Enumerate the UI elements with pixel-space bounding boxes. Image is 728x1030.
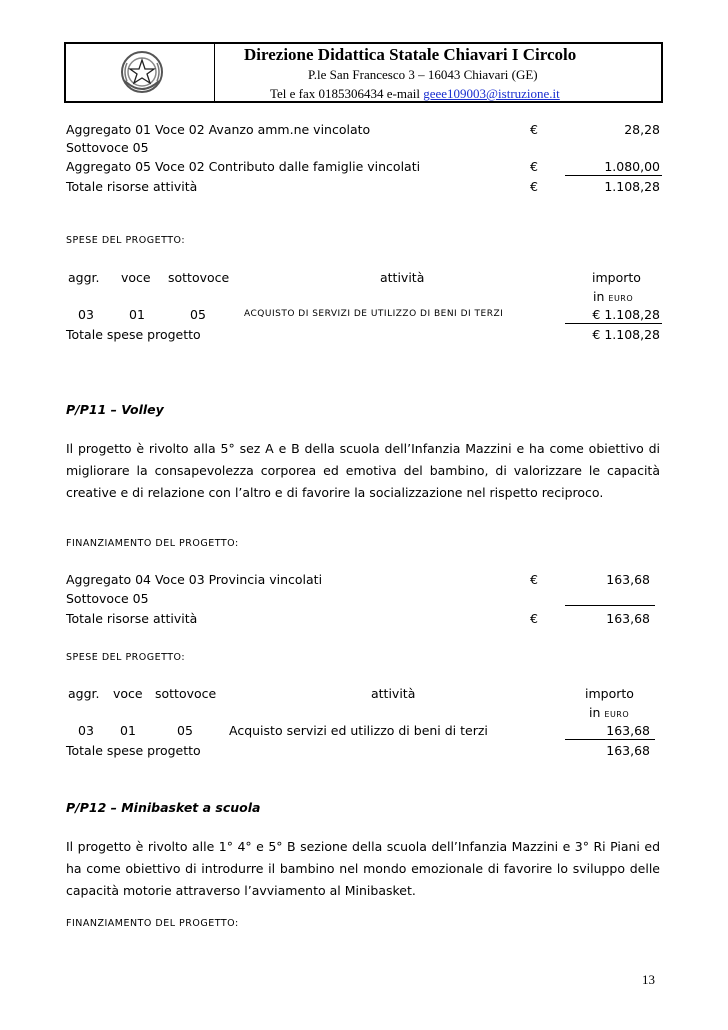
s2-col-in-euro: in EURO bbox=[589, 705, 630, 720]
s2-totale-spese-value: 163,68 bbox=[606, 743, 650, 758]
s2-finanziamento-label: FINANZIAMENTO DEL PROGETTO: bbox=[66, 538, 239, 549]
s1-row-1-amount: 28,28 bbox=[624, 122, 660, 137]
letterhead-contact: Tel e fax 0185306434 e-mail geee109003@istruzione.it bbox=[270, 86, 560, 101]
s2-totale-spese-label: Totale spese progetto bbox=[66, 743, 201, 758]
s2-col-aggr: aggr. bbox=[68, 686, 100, 701]
s1-item-aggr: 03 bbox=[78, 307, 94, 322]
s2-sum-rule bbox=[565, 605, 655, 606]
s2-row-1-amount: 163,68 bbox=[606, 572, 650, 587]
s3-paragraph: Il progetto è rivolto alle 1° 4° e 5° B sezione della scuola dell’Infanzia Mazzini e 3° Ri Piani ed ha come obiettivo di introdurre il bambino nel mondo emozionale di favorire lo sviluppo delle capacità motorie attraverso l’avviamento al Minibasket. bbox=[66, 839, 660, 898]
s1-totale-spese-label: Totale spese progetto bbox=[66, 327, 201, 342]
s1-col-sottovoce: sottovoce bbox=[168, 270, 230, 285]
s2-item-rule bbox=[565, 739, 655, 740]
s1-row-2-label: Sottovoce 05 bbox=[66, 140, 149, 155]
s2-paragraph: Il progetto è rivolto alla 5° sez A e B della scuola dell’Infanzia Mazzini e ha come obiettivo di migliorare la consapevolezza corporea ed emotiva del bambino, di valorizzare le capacità creative e di relazione con l’altro e di favorire la socializzazione nel rispetto reciproco. bbox=[66, 441, 660, 500]
s2-total-currency: € bbox=[530, 611, 538, 626]
s1-sum-rule bbox=[565, 175, 662, 176]
s3-heading: P/P12 – Minibasket a scuola bbox=[66, 800, 261, 815]
s1-row-3-currency: € bbox=[530, 159, 538, 174]
letterhead-title: Direzione Didattica Statale Chiavari I Circolo bbox=[244, 45, 577, 64]
s2-item-aggr: 03 bbox=[78, 723, 94, 738]
s2-row-1-currency: € bbox=[530, 572, 538, 587]
s1-col-importo: importo bbox=[592, 270, 641, 285]
s1-item-attivita: ACQUISTO DI SERVIZI DE UTILIZZO DI BENI DI TERZI bbox=[244, 309, 504, 319]
s1-row-3-label: Aggregato 05 Voce 02 Contributo dalle famiglie vincolati bbox=[66, 159, 421, 174]
s2-row-1-label: Aggregato 04 Voce 03 Provincia vincolati bbox=[66, 572, 323, 587]
s1-col-voce: voce bbox=[121, 270, 151, 285]
s1-col-in-euro: in EURO bbox=[593, 289, 634, 304]
s1-totale-spese-value: € 1.108,28 bbox=[592, 327, 660, 342]
page-number: 13 bbox=[642, 972, 655, 987]
s2-col-importo: importo bbox=[585, 686, 634, 701]
s1-row-3-amount: 1.080,00 bbox=[604, 159, 660, 174]
s1-item-voce: 01 bbox=[129, 307, 145, 322]
s1-item-rule bbox=[565, 323, 662, 324]
s2-item-importo: 163,68 bbox=[606, 723, 650, 738]
s1-item-importo: € 1.108,28 bbox=[592, 307, 660, 322]
s1-col-attivita: attività bbox=[380, 270, 425, 285]
s1-total-label: Totale risorse attività bbox=[66, 179, 198, 194]
s2-col-attivita: attività bbox=[371, 686, 416, 701]
letterhead-divider bbox=[214, 42, 215, 103]
republic-emblem-icon bbox=[117, 47, 167, 97]
email-link[interactable]: geee109003@istruzione.it bbox=[423, 86, 560, 101]
s1-row-1-currency: € bbox=[530, 122, 538, 137]
s2-item-attivita: Acquisto servizi ed utilizzo di beni di terzi bbox=[229, 723, 488, 738]
s2-total-amount: 163,68 bbox=[606, 611, 650, 626]
s2-item-voce: 01 bbox=[120, 723, 136, 738]
s2-item-sottovoce: 05 bbox=[177, 723, 193, 738]
s1-col-aggr: aggr. bbox=[68, 270, 100, 285]
s1-spese-label: SPESE DEL PROGETTO: bbox=[66, 235, 186, 246]
s1-total-currency: € bbox=[530, 179, 538, 194]
s2-col-voce: voce bbox=[113, 686, 143, 701]
s2-spese-label: SPESE DEL PROGETTO: bbox=[66, 652, 186, 663]
s2-row-2-label: Sottovoce 05 bbox=[66, 591, 149, 606]
s1-row-1-label: Aggregato 01 Voce 02 Avanzo amm.ne vincolato bbox=[66, 122, 371, 137]
s2-col-sottovoce: sottovoce bbox=[155, 686, 217, 701]
s1-item-sottovoce: 05 bbox=[190, 307, 206, 322]
s2-total-label: Totale risorse attività bbox=[66, 611, 198, 626]
s2-heading: P/P11 – Volley bbox=[66, 402, 164, 417]
s1-total-amount: 1.108,28 bbox=[604, 179, 660, 194]
s3-finanziamento-label: FINANZIAMENTO DEL PROGETTO: bbox=[66, 918, 239, 929]
letterhead-address: P.le San Francesco 3 – 16043 Chiavari (GE) bbox=[308, 67, 538, 82]
